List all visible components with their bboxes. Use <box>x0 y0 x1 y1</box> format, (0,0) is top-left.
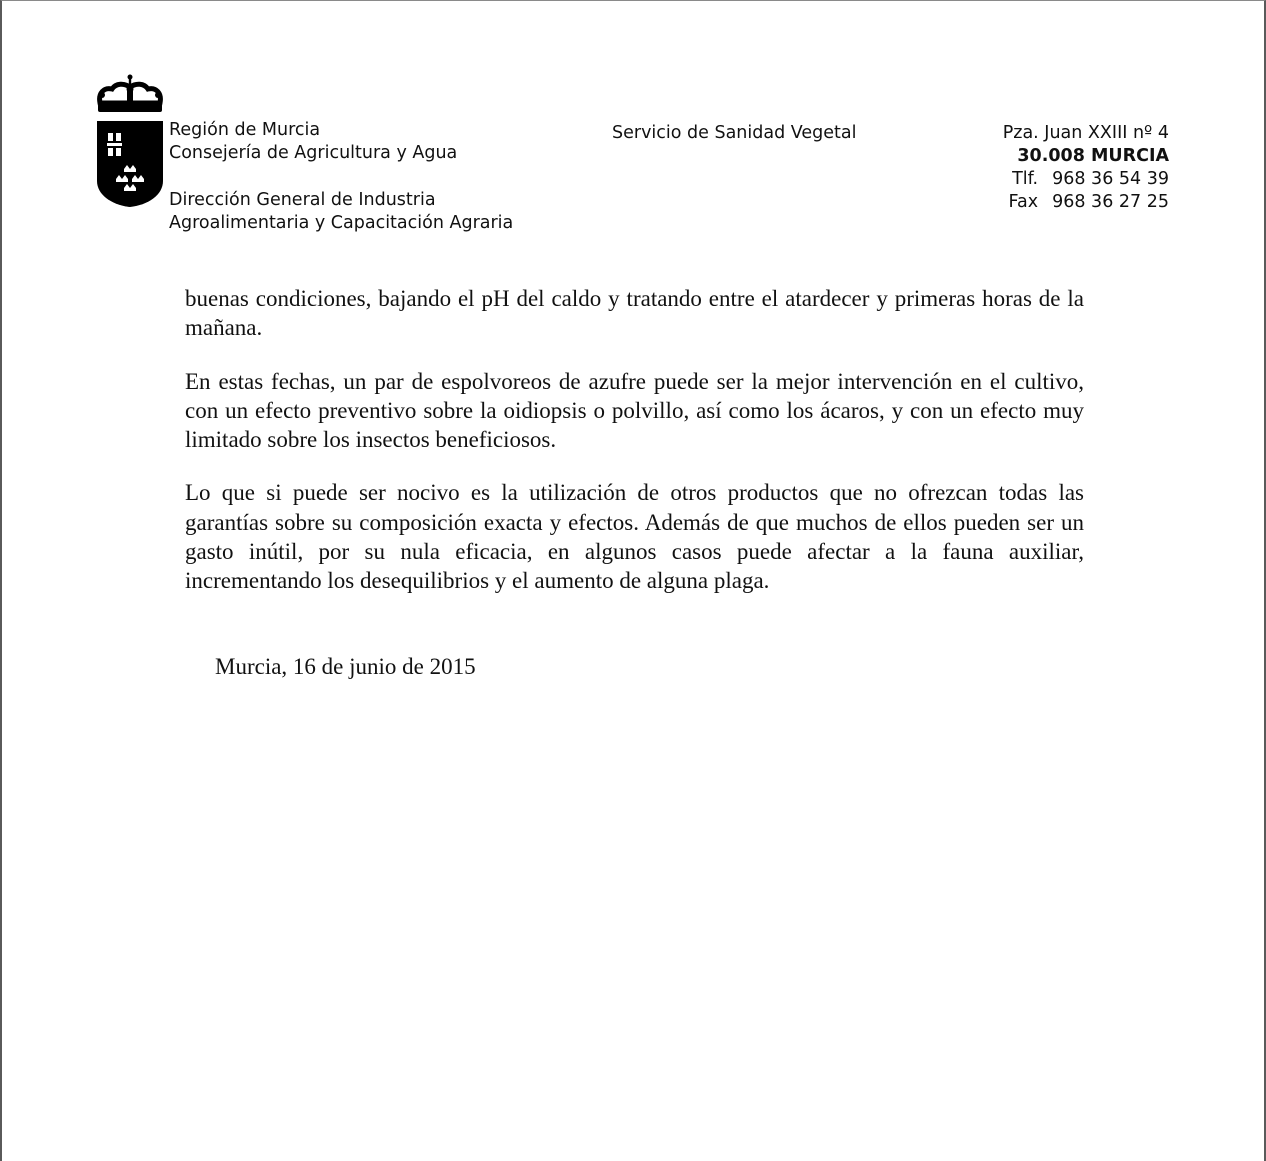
phone-number: 968 36 54 39 <box>1052 169 1169 189</box>
paragraph: buenas condiciones, bajando el pH del caldo y tratando entre el atardecer y primeras horas de la mañana. <box>185 286 1084 341</box>
service-name: Servicio de Sanidad Vegetal <box>612 123 857 143</box>
directorate-name-line1: Dirección General de Industria <box>169 190 436 210</box>
paragraph: En estas fechas, un par de espolvoreos de azufre puede ser la mejor intervención en el cultivo, con un efecto preventivo sobre la oidiopsis o polvillo, así como los ácaros, y con un efecto muy limitado sobre los insectos beneficiosos. <box>185 368 1084 453</box>
fax-label: Fax <box>1008 192 1039 212</box>
ministry-name: Consejería de Agricultura y Agua <box>169 143 458 163</box>
paragraph: Lo que si puede ser nocivo es la utilización de otros productos que no ofrezcan todas las garantías sobre su composición exacta y efectos. Además de que muchos de ellos pueden ser un gasto inútil, por su nula eficacia, en algunos casos puede afectar a la fauna auxiliar, incrementando los desequilibrios y el aumento de alguna plaga. <box>185 480 1084 594</box>
phone-label: Tlf. <box>1012 169 1039 189</box>
fax-number: 968 36 27 25 <box>1052 192 1169 212</box>
letterhead-organization <box>169 119 513 235</box>
region-name: Región de Murcia <box>169 120 321 140</box>
letterhead-address <box>1003 122 1169 214</box>
city-postcode: 30.008 MURCIA <box>1017 146 1169 166</box>
fax-line <box>1003 191 1169 214</box>
directorate-name-line2: Agroalimentaria y Capacitación Agraria <box>169 213 514 233</box>
phone-line <box>1003 168 1169 191</box>
letter-body <box>185 284 1084 620</box>
signoff-date: Murcia, 16 de junio de 2015 <box>215 654 476 679</box>
coat-of-arms-icon <box>94 73 166 209</box>
street-address: Pza. Juan XXIII nº 4 <box>1002 123 1169 143</box>
